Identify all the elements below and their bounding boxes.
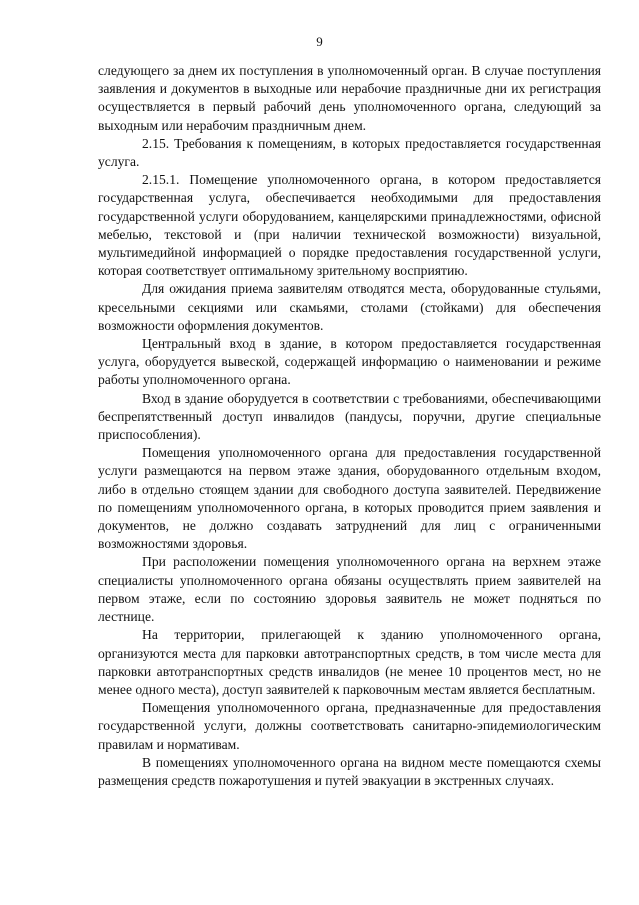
paragraph-waiting-area: Для ожидания приема заявителям отводятся места, оборудованные стульями, кресельными секциями или скамьями, столами (стойками) для обеспечения возможности оформления документов. [98,281,601,333]
paragraph-sanitary-rules: Помещения уполномоченного органа, предназначенные для предоставления государственной услуги, должны соответствовать санитарно-эпидемиологическим правилам и нормативам. [98,700,601,752]
paragraph-section-2-15: 2.15. Требования к помещениям, в которых предоставляется государственная услуга. [98,135,601,170]
paragraph-building-entrance: Вход в здание оборудуется в соответствии с требованиями, обеспечивающими беспрепятственный доступ инвалидов (пандусы, поручни, другие специальные приспособления). [98,390,601,443]
page-number: 9 [316,34,323,49]
paragraph-continuation: следующего за днем их поступления в уполномоченный орган. В случае поступления заявления и документов в выходные или нерабочие праздничные дни их регистрация осуществляется в первый рабочий день уполномоченного органа, следующий за выходным или нерабочим праздничным днем. [98,63,601,133]
paragraph-evacuation-schemes: В помещениях уполномоченного органа на видном месте помещаются схемы размещения средств пожаротушения и путей эвакуации в экстренных случаях. [98,754,601,788]
paragraph-section-2-15-1: 2.15.1. Помещение уполномоченного органа, в котором предоставляется государственная услуга, обеспечивается необходимыми для предоставления государственной услуги оборудованием, канцелярскими принадлежностями, офисной мебелью, текстовой и (при наличии технической возможности) визуальной, мультимедийной информацией о порядке предоставления государственной услуги, которая соответствует оптимальному зрительному восприятию. [98,172,601,279]
paragraph-parking: На территории, прилегающей к зданию уполномоченного органа, организуются места для парковки автотранспортных средств, в том числе места для парковки автотранспортных средств инвалидов (не менее 10 процентов мест, но не менее одного места), доступ заявителей к парковочным местам является бесплатным. [98,627,601,697]
paragraph-upper-floor: При расположении помещения уполномоченного органа на верхнем этаже специалисты уполномоченного органа обязаны осуществлять прием заявителей на первом этаже, если по состоянию здоровья заявитель не может подняться по лестнице. [98,554,601,625]
paragraph-central-entrance: Центральный вход в здание, в котором предоставляется государственная услуга, оборудуется вывеской, содержащей информацию о наименовании и режиме работы уполномоченного органа. [98,336,601,388]
document-body [98,62,601,790]
paragraph-premises-location: Помещения уполномоченного органа для предоставления государственной услуги размещаются на первом этаже здания, оборудованного отдельным входом, либо в отдельно стоящем здании для свободного доступа заявителей. Передвижение по помещениям уполномоченного органа, в которых проводится прием заявления и документов, не должно создавать затруднений для лиц с ограниченными возможностями здоровья. [98,445,601,552]
